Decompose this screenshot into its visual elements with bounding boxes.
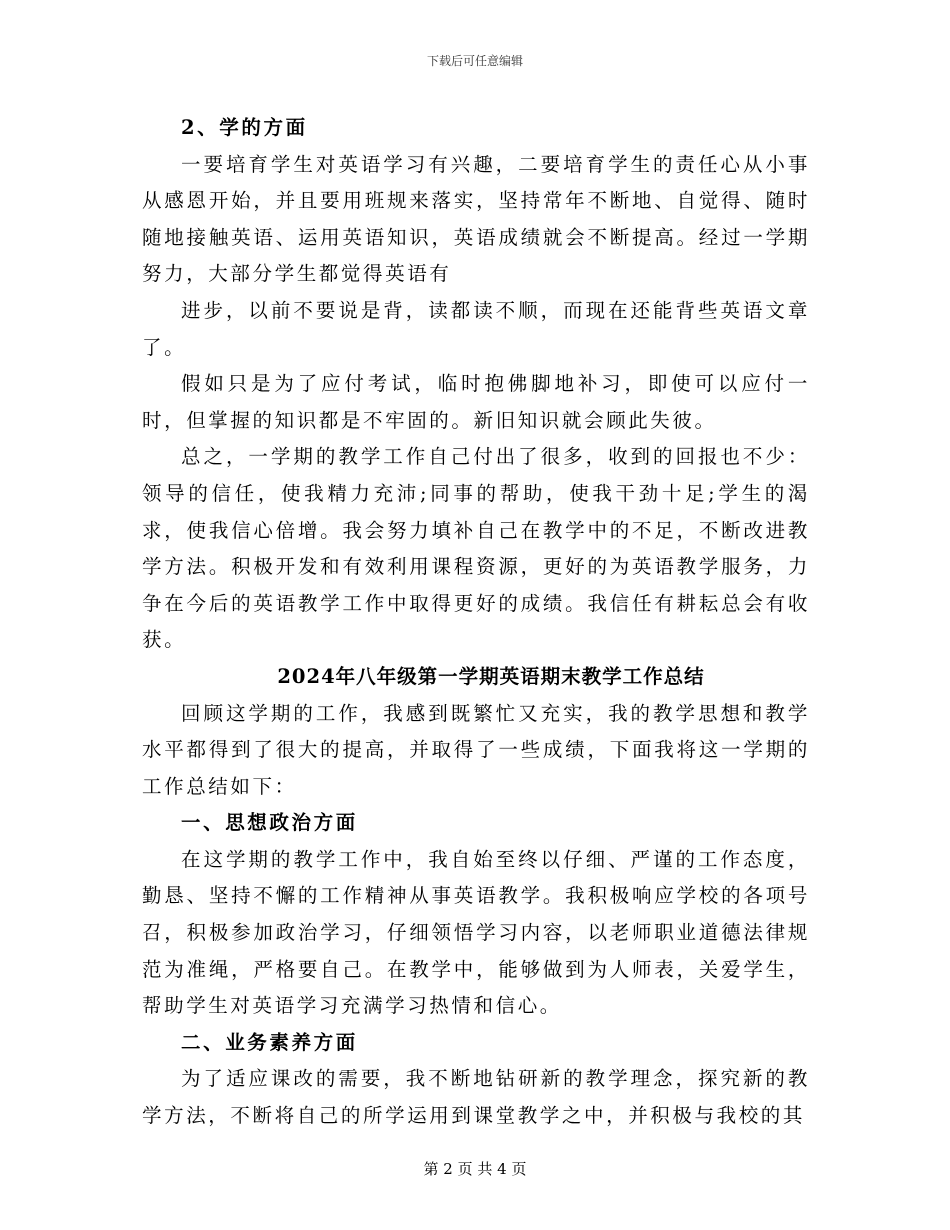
document-title: 2024年八年级第一学期英语期末教学工作总结: [277, 664, 705, 688]
paragraph: 进步，以前不要说是背，读都读不顺，而现在还能背些英语文章了。: [142, 298, 810, 359]
document-body: [142, 110, 810, 1135]
section-heading-business: 二、业务素养方面: [181, 1030, 358, 1054]
paragraph: 在这学期的教学工作中，我自始至终以仔细、严谨的工作态度，勤恳、坚持不懈的工作精神从事英语教学。我积极响应学校的各项号召，积极参加政治学习，仔细领悟学习内容，以老师职业道德法律规范为准绳，严格要自己。在教学中，能够做到为人师表，关爱学生，帮助学生对英语学习充满学习热情和信心。: [142, 847, 810, 1018]
paragraph: 一要培育学生对英语学习有兴趣，二要培育学生的责任心从小事从感恩开始，并且要用班规来落实，坚持常年不断地、自觉得、随时随地接触英语、运用英语知识，英语成绩就会不断提高。经过一学期努力，大部分学生都觉得英语有: [142, 152, 810, 286]
paragraph: 为了适应课改的需要，我不断地钻研新的教学理念，探究新的教学方法，不断将自己的所学运用到课堂教学之中，并积极与我校的其: [142, 1067, 810, 1128]
header-note: 下载后可任意编辑: [426, 54, 523, 68]
section-heading-politics: 一、思想政治方面: [181, 811, 358, 835]
paragraph: 假如只是为了应付考试，临时抱佛脚地补习，即使可以应付一时，但掌握的知识都是不牢固的。新旧知识就会顾此失彼。: [142, 372, 810, 432]
page-indicator: 第 2 页 共 4 页: [423, 1160, 527, 1178]
paragraph: 总之，一学期的教学工作自己付出了很多，收到的回报也不少：领导的信任，使我精力充沛;同事的帮助，使我干劲十足;学生的渴求，使我信心倍增。我会努力填补自己在教学中的不足，不断改进教学方法。积极开发和有效利用课程资源，更好的为英语教学服务，力争在今后的英语教学工作中取得更好的成绩。我信任有耕耘总会有收获。: [142, 445, 810, 652]
section-heading-learning: 2、学的方面: [181, 116, 308, 139]
paragraph-intro: 回顾这学期的工作，我感到既繁忙又充实，我的教学思想和教学水平都得到了很大的提高，并取得了一些成绩，下面我将这一学期的工作总结如下：: [142, 701, 810, 798]
